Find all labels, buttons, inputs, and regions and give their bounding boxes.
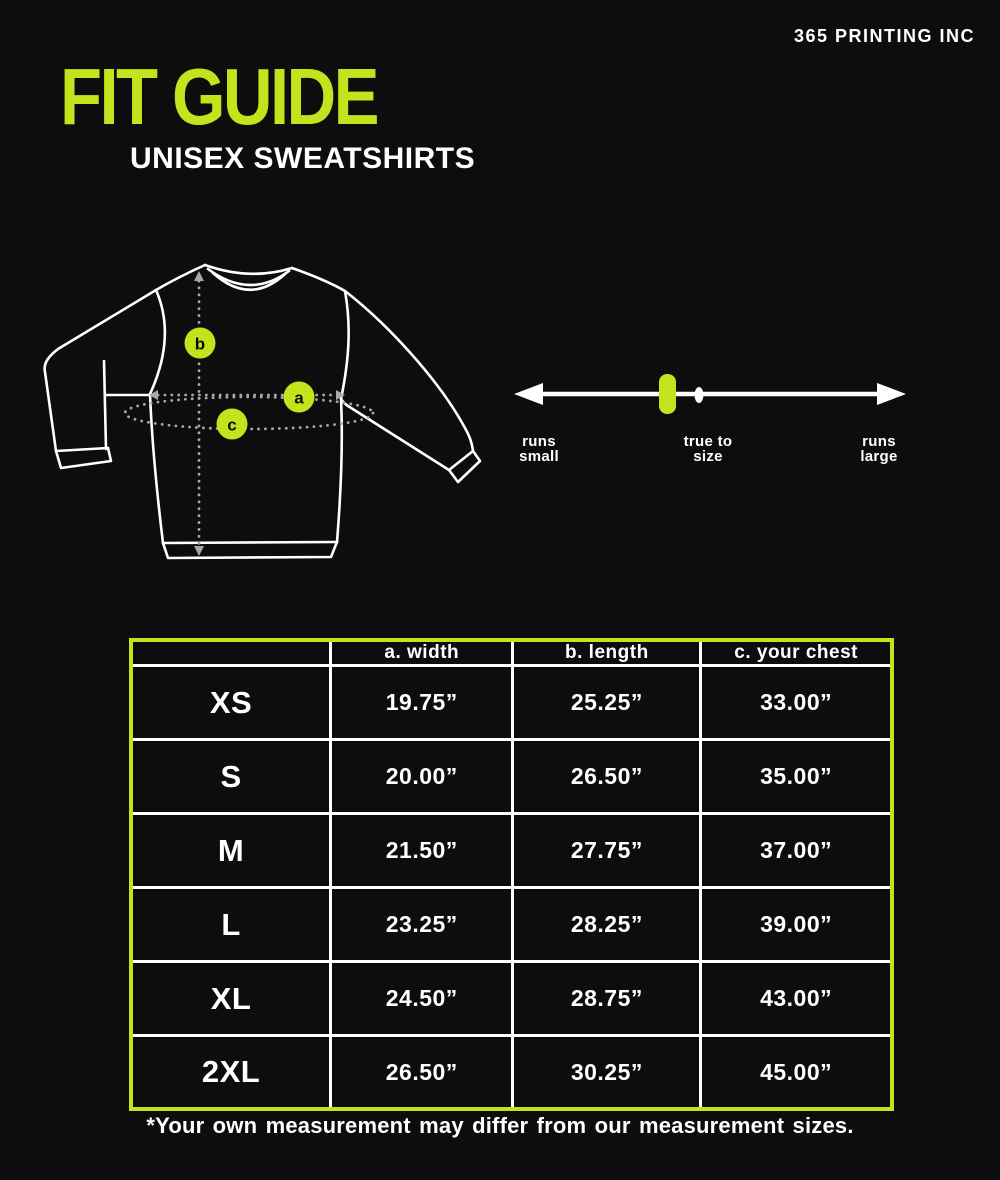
size-label: L	[133, 888, 331, 962]
col-header-width: a. width	[331, 642, 513, 666]
marker-c	[217, 409, 248, 440]
table-row-xl	[133, 962, 890, 1036]
marker-b	[185, 328, 216, 359]
scale-tick-dot	[695, 387, 704, 403]
table-row-s	[133, 740, 890, 814]
length-value: 28.75”	[513, 962, 701, 1036]
marker-b-label: b	[194, 334, 206, 354]
length-dotted-line	[194, 271, 204, 556]
chest-value: 33.00”	[701, 666, 890, 740]
marker-a-label: a	[294, 388, 304, 408]
sweatshirt-outline	[45, 265, 480, 558]
fit-scale	[505, 368, 915, 420]
true-to-size-label: true to size	[683, 433, 733, 465]
runs-large-label: runs large	[860, 433, 898, 465]
length-value: 25.25”	[513, 666, 701, 740]
page-subtitle: UNISEX SWEATSHIRTS	[130, 142, 476, 175]
runs-small-label: runs small	[519, 433, 559, 465]
page-title: FIT GUIDE	[60, 52, 377, 141]
width-value: 20.00”	[331, 740, 513, 814]
col-header-length: b. length	[513, 642, 701, 666]
chest-dotted-ellipse	[125, 397, 373, 429]
width-value: 24.50”	[331, 962, 513, 1036]
table-row-l	[133, 888, 890, 962]
table-row-2xl	[133, 1036, 890, 1107]
table-row-m	[133, 814, 890, 888]
arrow-left-icon	[514, 383, 543, 405]
chest-value: 35.00”	[701, 740, 890, 814]
size-table-container	[129, 638, 894, 1111]
width-value: 26.50”	[331, 1036, 513, 1107]
footnote: *Your own measurement may differ from our measurement sizes.	[146, 1113, 854, 1138]
width-value: 19.75”	[331, 666, 513, 740]
marker-c-label: c	[227, 415, 237, 435]
size-label: M	[133, 814, 331, 888]
width-value: 21.50”	[331, 814, 513, 888]
length-value: 26.50”	[513, 740, 701, 814]
chest-value: 39.00”	[701, 888, 890, 962]
true-to-size-marker	[659, 374, 676, 414]
brand-name: 365 PRINTING INC	[793, 26, 975, 46]
size-label: XL	[133, 962, 331, 1036]
table-row-xs	[133, 666, 890, 740]
chest-value: 45.00”	[701, 1036, 890, 1107]
width-value: 23.25”	[331, 888, 513, 962]
marker-a	[284, 382, 315, 413]
col-header-chest: c. your chest	[701, 642, 890, 666]
arrow-up-icon	[194, 271, 204, 281]
arrow-down-icon	[194, 546, 204, 556]
size-table	[133, 642, 890, 1107]
sweatshirt-measurement-diagram	[30, 255, 500, 575]
chest-value: 37.00”	[701, 814, 890, 888]
length-value: 27.75”	[513, 814, 701, 888]
size-label: S	[133, 740, 331, 814]
col-header-size	[133, 642, 331, 666]
length-value: 30.25”	[513, 1036, 701, 1107]
chest-value: 43.00”	[701, 962, 890, 1036]
size-label: XS	[133, 666, 331, 740]
length-value: 28.25”	[513, 888, 701, 962]
size-label: 2XL	[133, 1036, 331, 1107]
size-table-header-row	[133, 642, 890, 666]
arrow-right-icon	[877, 383, 906, 405]
